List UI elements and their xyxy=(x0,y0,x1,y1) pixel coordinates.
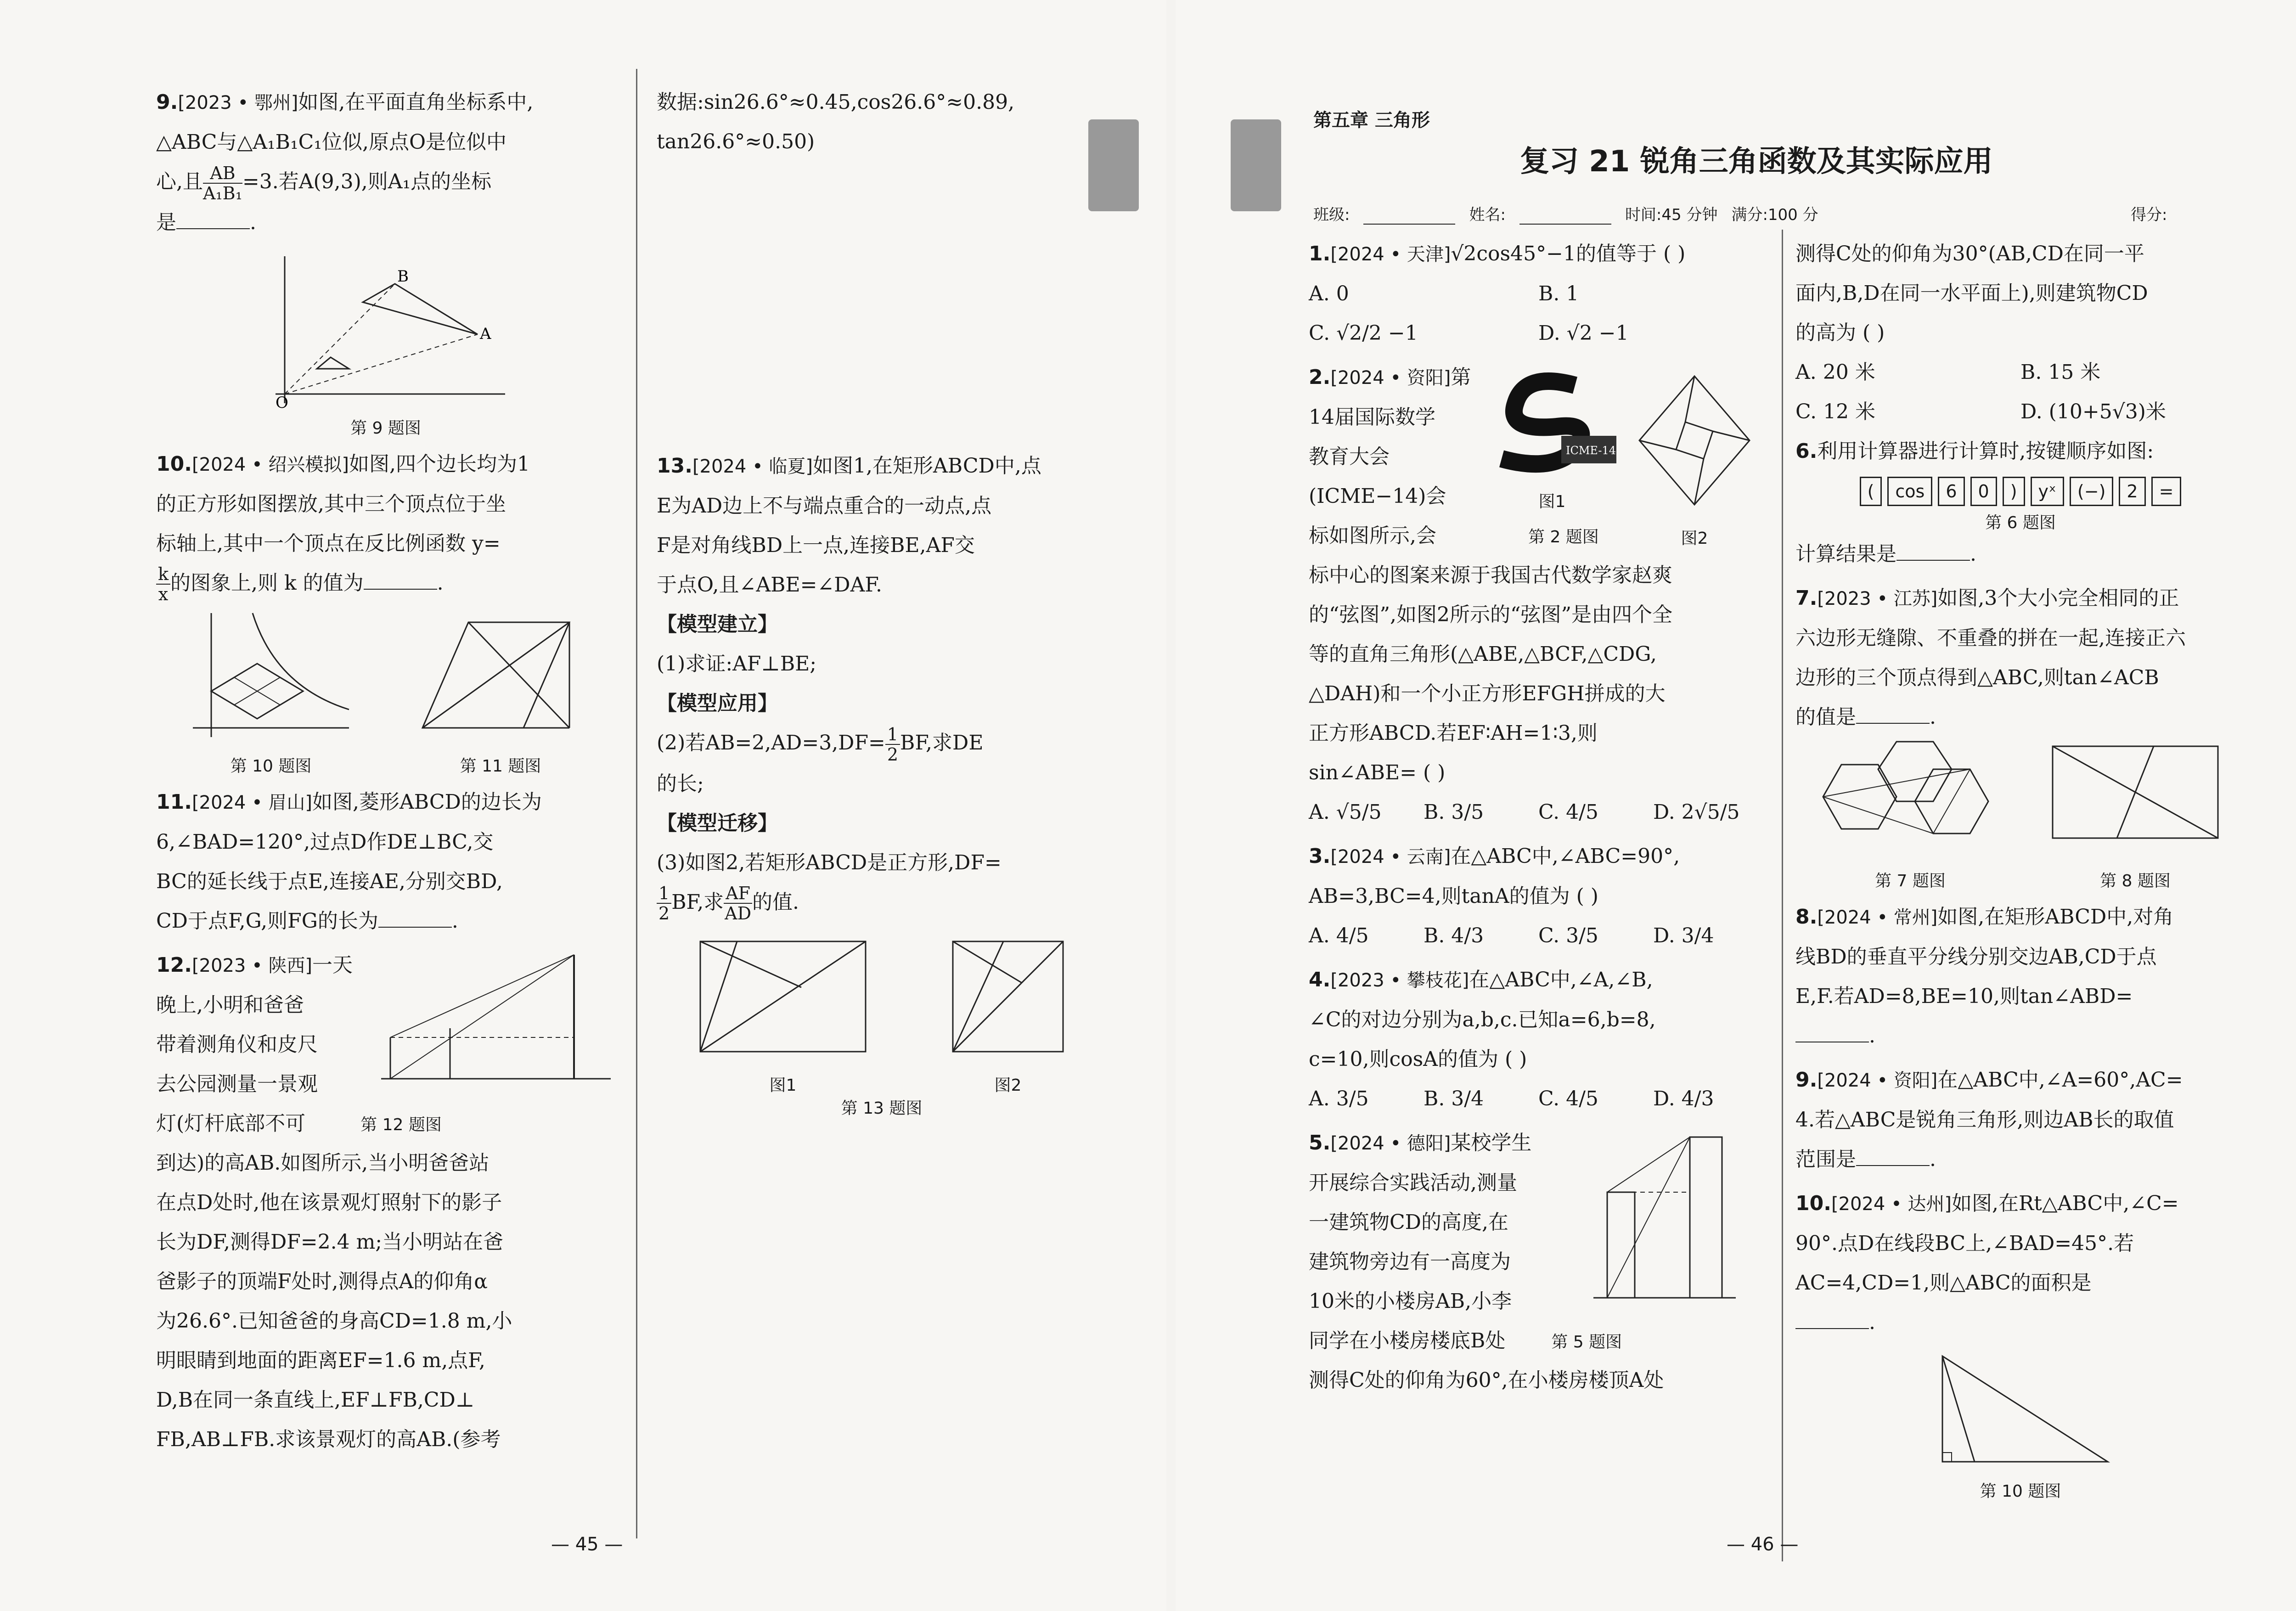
question-10: 10.[2024 • 绍兴模拟]如图,四个边长均为1 的正方形如图摆放,其中三个顶点位于坐 标轴上,其中一个顶点在反比例函数 y= $\frac{k}{x}$ 的图象上,则 k 的值为 . 第 10 题图 第 11 题图 xyxy=(156,445,615,778)
fraction: $\frac{AF}{AD}$ xyxy=(725,883,752,924)
left-column-2: 数据:sin26.6°≈0.45,cos26.6°≈0.89, tan26.6°≈0.50) 13.[2024 • 临夏]如图1,在矩形ABCD中,点 E为AD边上不与端点重合的一动点,点 F是对角线BD上一点,连接BE,AF交 于点O,且∠ABE=∠DAF. 【模型建立】 (1)求证:AF⊥BE; 【模型应用】 (2)若AB=2,AD=3,DF= $\frac{1}{2}$ BF,求DE 的长; 【模型迁移】 (3)如图2,若矩形ABCD是正方形,DF= $\frac{1}{2}$ BF,求 $\frac{AF}{AD}$ 的值. 图1 图2 第 13 题图 xyxy=(657,83,1107,1125)
svg-text:A: A xyxy=(480,324,491,343)
figure-string-diagram xyxy=(1630,367,1759,514)
options: A. 0 B. 1 C. √2/2 −1 D. √2 −1 xyxy=(1309,282,1629,345)
column-divider xyxy=(1782,230,1783,1561)
meta-row: 班级: 姓名: 时间:45 分钟 满分:100 分 xyxy=(1313,202,1818,225)
svg-text:B: B xyxy=(397,267,409,286)
answer-blank xyxy=(378,927,452,928)
options: A. 3/5 B. 3/4 C. 4/5 D. 4/3 xyxy=(1309,1087,1714,1110)
question-9: 9.[2023 • 鄂州]如图,在平面直角坐标系中, △ABC与△A₁B₁C₁位似,原点O是位似中 心,且 $\frac{AB}{\text{A₁B₁}}$ =3.若A(9,3),则A₁点的坐标 是 . O B A 第 9 题图 xyxy=(156,90,534,438)
figure-q7-hexagons xyxy=(1814,737,2007,856)
side-tab xyxy=(1231,119,1281,211)
figure-q13-square xyxy=(944,932,1072,1061)
question-7: 7.[2023 • 江苏]如图,3个大小完全相同的正 六边形无缝隙、不重叠的拼在一起,连接正六 边形的三个顶点得到△ABC,则tan∠ACB 的值是 . 第 7 题图 第 8 题图 xyxy=(1795,579,2245,893)
answer-blank xyxy=(1856,1165,1930,1166)
key: ( xyxy=(1860,477,1882,506)
right-column-2: 测得C处的仰角为30°(AB,CD在同一平 面内,B,D在同一水平面上),则建筑物CD 的高为 ( ) A. 20 米 B. 15 米 C. 12 米 D. (10+5√3)米 6.利用计算器进行计算时,按键顺序如图: ( cos 6 0 ) yˣ (−) 2 = 第 6 题图 计算结果是 . 7.[2023 • 江苏]如图,3个大小完全相同的正 六边形无缝隙、不重叠的拼在一起,连接正六 边形的三个顶点得到△ABC,则tan∠ACB 的值是 . 第 7 题图 第 8 题图 8.[2024 • 常州]如图,在矩形ABCD中,对角 线BD的垂直平分线分别交边AB,CD于点 E,F.若AD=8,BE=10,则tan∠ABD= . 9.[2024 • 资阳]在△ABC中,∠A=60°,AC= 4.若△ABC是锐角三角形,则边AB长的取值 范围是 . 10.[2024 • 达州]如图,在Rt△ABC中,∠C= 90°.点D在线段BC上,∠BAD=45°.若 AC=4,CD=1,则△ABC的面积是 . 第 10 题图 xyxy=(1795,234,2245,1508)
fraction: $\frac{k}{x}$ xyxy=(156,564,170,604)
fraction: $\frac{AB}{\text{A₁B₁}}$ xyxy=(203,163,242,203)
question-9-right: 9.[2024 • 资阳]在△ABC中,∠A=60°,AC= 4.若△ABC是锐角三角形,则边AB长的取值 范围是 . xyxy=(1795,1068,2183,1171)
figure-q10-squares xyxy=(184,604,358,742)
options: A. 20 米 B. 15 米 C. 12 米 D. (10+5√3)米 xyxy=(1795,361,2166,423)
question-4: 4.[2023 • 攀枝花]在△ABC中,∠A,∠B, ∠C的对边分别为a,b,c.已知a=6,b=8, c=10,则cosA的值为 ( ) A. 3/5 B. 3/4 C. 4/5 D. 4/3 xyxy=(1309,960,1768,1119)
left-column-1 xyxy=(156,83,615,1464)
figure-q10-right-triangle xyxy=(1915,1347,2126,1476)
figure-icme-logo xyxy=(1483,367,1621,477)
question-8: 8.[2024 • 常州]如图,在矩形ABCD中,对角 线BD的垂直平分线分别交边AB,CD于点 E,F.若AD=8,BE=10,则tan∠ABD= . xyxy=(1795,905,2174,1048)
question-11: 11.[2024 • 眉山]如图,菱形ABCD的边长为 6,∠BAD=120°,过点D作DE⊥BC,交 BC的延长线于点E,连接AE,分别交BD, CD于点F,G,则FG的长为 . xyxy=(156,790,542,933)
answer-blank xyxy=(1856,723,1930,724)
question-13: 13.[2024 • 临夏]如图1,在矩形ABCD中,点 E为AD边上不与端点重合的一动点,点 F是对角线BD上一点,连接BE,AF交 于点O,且∠ABE=∠DAF. 【模型建立】 (1)求证:AF⊥BE; 【模型应用】 (2)若AB=2,AD=3,DF= $\frac{1}{2}$ BF,求DE 的长; 【模型迁移】 (3)如图2,若矩形ABCD是正方形,DF= $\frac{1}{2}$ BF,求 $\frac{AF}{AD}$ 的值. 图1 图2 第 13 题图 xyxy=(657,446,1107,1120)
calculator-keys xyxy=(1795,477,2245,506)
key: 6 xyxy=(1938,477,1964,506)
figure-q8-rectangle xyxy=(2043,737,2227,856)
right-page: 第五章 三角形 复习 21 锐角三角函数及其实际应用 班级: 姓名: 时间:45 分钟 满分:100 分 得分: 1.[2024 • 天津]√2cos45°−1的值等于 ( ) A. 0 B. 1 C. √2/2 −1 D. √2 −1 ICME-14 图1 图2 2.[2024 • 资阳]第 14届国际数学 教育大会 (ICME−14)会 标如图所示,会 第 2 题图 标中心的图案来源于我国古代数学家赵爽 的“弦图”,如图2所示的“弦图”是由四个全 等的直角三角形(△ABE,△BCF,△CDG, △DAH)和一个小正方形EFGH拼成的大 正方形ABCD.若EF∶AH=1∶3,则 sin∠ABE= ( ) A. √5/5 B. 3/5 C. 4/5 D. 2√5/5 3.[2024 • 云南]在△ABC中,∠ABC=90°, AB=3,BC=4,则tanA的值为 ( ) A. 4/5 B. 4/3 C. 3/5 D. 3/4 4.[2023 • 攀枝花]在△ABC中,∠A,∠B, ∠C的对边分别为a,b,c.已知a=6,b=8, c=10,则cosA的值为 ( ) A. 3/5 B. 3/4 C. 4/5 D. 4/3 5.[2024 • 德阳]某校学生 开展综合实践活动,测量 一建筑物CD的高度,在 建筑物旁边有一高度为 10米的小楼房AB,小李 同学在小楼房楼底B处 第 5 题图 测得C处的仰角为60°,在小楼房楼顶A处 测得C处的仰角为30°(AB,CD在同一平 面内,B,D在同一水平面上),则建筑物CD 的高为 ( ) A. 20 米 B. 15 米 C. 12 米 D. (10+5√3)米 6.利用计算器进行计算时,按键顺序如图: ( cos 6 0 ) yˣ (−) 2 = 第 6 题图 计算结果是 . 7.[2023 • 江苏]如图,3个大小完全相同的正 六边形无缝隙、不重叠的拼在一起,连接正六 边形的三个顶点得到△ABC,则tan∠ACB 的值是 . 第 7 题图 第 8 题图 8.[2024 • 常州]如图,在矩形ABCD中,对角 线BD的垂直平分线分别交边AB,CD于点 E,F.若AD=8,BE=10,则tan∠ABD= . 9.[2024 • 资阳]在△ABC中,∠A=60°,AC= 4.若△ABC是锐角三角形,则边AB长的取值 范围是 . 10.[2024 • 达州]如图,在Rt△ABC中,∠C= 90°.点D在线段BC上,∠BAD=45°.若 AC=4,CD=1,则△ABC的面积是 . 第 10 题图 — 46 — xyxy=(1176,0,2296,1611)
column-divider xyxy=(636,69,637,1538)
key: (−) xyxy=(2070,477,2114,506)
key: 0 xyxy=(1970,477,1997,506)
question-2: ICME-14 图1 图2 2.[2024 • 资阳]第 14届国际数学 教育大会 (ICME−14)会 标如图所示,会 第 2 题图 标中心的图案来源于我国古代数学家赵爽 的“弦图”,如图2所示的“弦图”是由四个全 等的直角三角形(△ABE,△BCF,△CDG, △DAH)和一个小正方形EFGH拼成的大 正方形ABCD.若EF∶AH=1∶3,则 sin∠ABE= ( ) A. √5/5 B. 3/5 C. 4/5 D. 2√5/5 xyxy=(1309,358,1768,832)
left-page: 9.[2023 • 鄂州]如图,在平面直角坐标系中, △ABC与△A₁B₁C₁位似,原点O是位似中 心,且 $\frac{AB}{\text{A₁B₁}}$ =3.若A(9,3),则A₁点的坐标 是 . O B A 第 9 题图 10.[2024 • 绍兴模拟]如图,四个边长均为1 的正方形如图摆放,其中三个顶点位于坐 标轴上,其中一个顶点在反比例函数 y= $\frac{k}{x}$ 的图象上,则 k 的值为 . 第 10 题图 第 11 题图 11.[2024 • 眉山]如图,菱形ABCD的边长为 6,∠BAD=120°,过点D作DE⊥BC,交 BC的延长线于点E,连接AE,分别交BD, CD于点F,G,则FG的长为 . 12.[2023 • 陕西]一天 晚上,小明和爸爸 带着测角仪和皮尺 去公园测量一景观 灯(灯杆底部不可 第 12 题图 到达)的高AB.如图所示,当小明爸爸站 在点D处时,他在该景观灯照射下的影子 长为DF,测得DF=2.4 m;当小明站在爸 爸影子的顶端F处时,测得点A的仰角α 为26.6°.已知爸爸的身高CD=1.8 m,小 明眼睛到地面的距离EF=1.6 m,点F, D,B在同一条直线上,EF⊥FB,CD⊥ FB,AB⊥FB.求该景观灯的高AB.(参考 数据:sin26.6°≈0.45,cos26.6°≈0.89, tan26.6°≈0.50) 13.[2024 • 临夏]如图1,在矩形ABCD中,点 E为AD边上不与端点重合的一动点,点 F是对角线BD上一点,连接BE,AF交 于点O,且∠ABE=∠DAF. 【模型建立】 (1)求证:AF⊥BE; 【模型应用】 (2)若AB=2,AD=3,DF= $\frac{1}{2}$ BF,求DE 的长; 【模型迁移】 (3)如图2,若矩形ABCD是正方形,DF= $\frac{1}{2}$ BF,求 $\frac{AF}{AD}$ 的值. 图1 图2 第 13 题图 — 45 — xyxy=(0,0,1166,1611)
options: A. √5/5 B. 3/5 C. 4/5 D. 2√5/5 xyxy=(1309,800,1740,824)
key: ) xyxy=(2003,477,2025,506)
question-3: 3.[2024 • 云南]在△ABC中,∠ABC=90°, AB=3,BC=4,则tanA的值为 ( ) A. 4/5 B. 4/3 C. 3/5 D. 3/4 xyxy=(1309,837,1768,956)
key: = xyxy=(2151,477,2182,506)
answer-blank xyxy=(1896,560,1970,561)
key: cos xyxy=(1887,477,1932,506)
answer-blank xyxy=(1795,1328,1869,1329)
answer-blank xyxy=(176,228,250,229)
figure-q9-coordinates xyxy=(257,247,514,412)
page-title: 复习 21 锐角三角函数及其实际应用 xyxy=(1520,145,1993,179)
key: yˣ xyxy=(2031,477,2064,506)
question-5: 5.[2024 • 德阳]某校学生 开展综合实践活动,测量 一建筑物CD的高度,在 建筑物旁边有一高度为 10米的小楼房AB,小李 同学在小楼房楼底B处 第 5 题图 测得C处的仰角为60°,在小楼房楼顶A处 xyxy=(1309,1123,1768,1400)
question-1: 1.[2024 • 天津]√2cos45°−1的值等于 ( ) A. 0 B. 1 C. √2/2 −1 D. √2 −1 xyxy=(1309,234,1768,353)
figure-q5-buildings xyxy=(1589,1123,1740,1316)
svg-text:ICME-14: ICME-14 xyxy=(1566,444,1616,457)
question-10-right: 10.[2024 • 达州]如图,在Rt△ABC中,∠C= 90°.点D在线段BC上,∠BAD=45°.若 AC=4,CD=1,则△ABC的面积是 . 第 10 题图 xyxy=(1795,1192,2179,1501)
chapter-label: 第五章 三角形 xyxy=(1313,110,1430,131)
question-6: 6.利用计算器进行计算时,按键顺序如图: ( cos 6 0 ) yˣ (−) 2 = 第 6 题图 计算结果是 . xyxy=(1795,432,2245,574)
svg-text:O: O xyxy=(276,393,288,412)
answer-blank xyxy=(364,589,437,590)
question-12: 12.[2023 • 陕西]一天 晚上,小明和爸爸 带着测角仪和皮尺 去公园测量一景观 灯(灯杆底部不可 第 12 题图 到达)的高AB.如图所示,当小明爸爸站 在点D处时,他在该景观灯照射下的影子 长为DF,测得DF=2.4 m;当小明站在爸 爸影子的顶端F处时,测得点A的仰角α 为26.6°.已知爸爸的身高CD=1.8 m,小 明眼睛到地面的距离EF=1.6 m,点F, D,B在同一条直线上,EF⊥FB,CD⊥ FB,AB⊥FB.求该景观灯的高AB.(参考 xyxy=(156,946,615,1459)
options: A. 4/5 B. 4/3 C. 3/5 D. 3/4 xyxy=(1309,924,1714,947)
fraction: $\frac{1}{2}$ xyxy=(657,884,671,923)
fraction: $\frac{1}{2}$ xyxy=(885,725,900,764)
key: 2 xyxy=(2119,477,2145,506)
figure-q13-rectangle xyxy=(691,932,875,1061)
figure-q12-streetlight xyxy=(372,946,620,1097)
figure-q11-rhombus xyxy=(413,604,588,742)
right-column-1 xyxy=(1309,234,1768,1405)
